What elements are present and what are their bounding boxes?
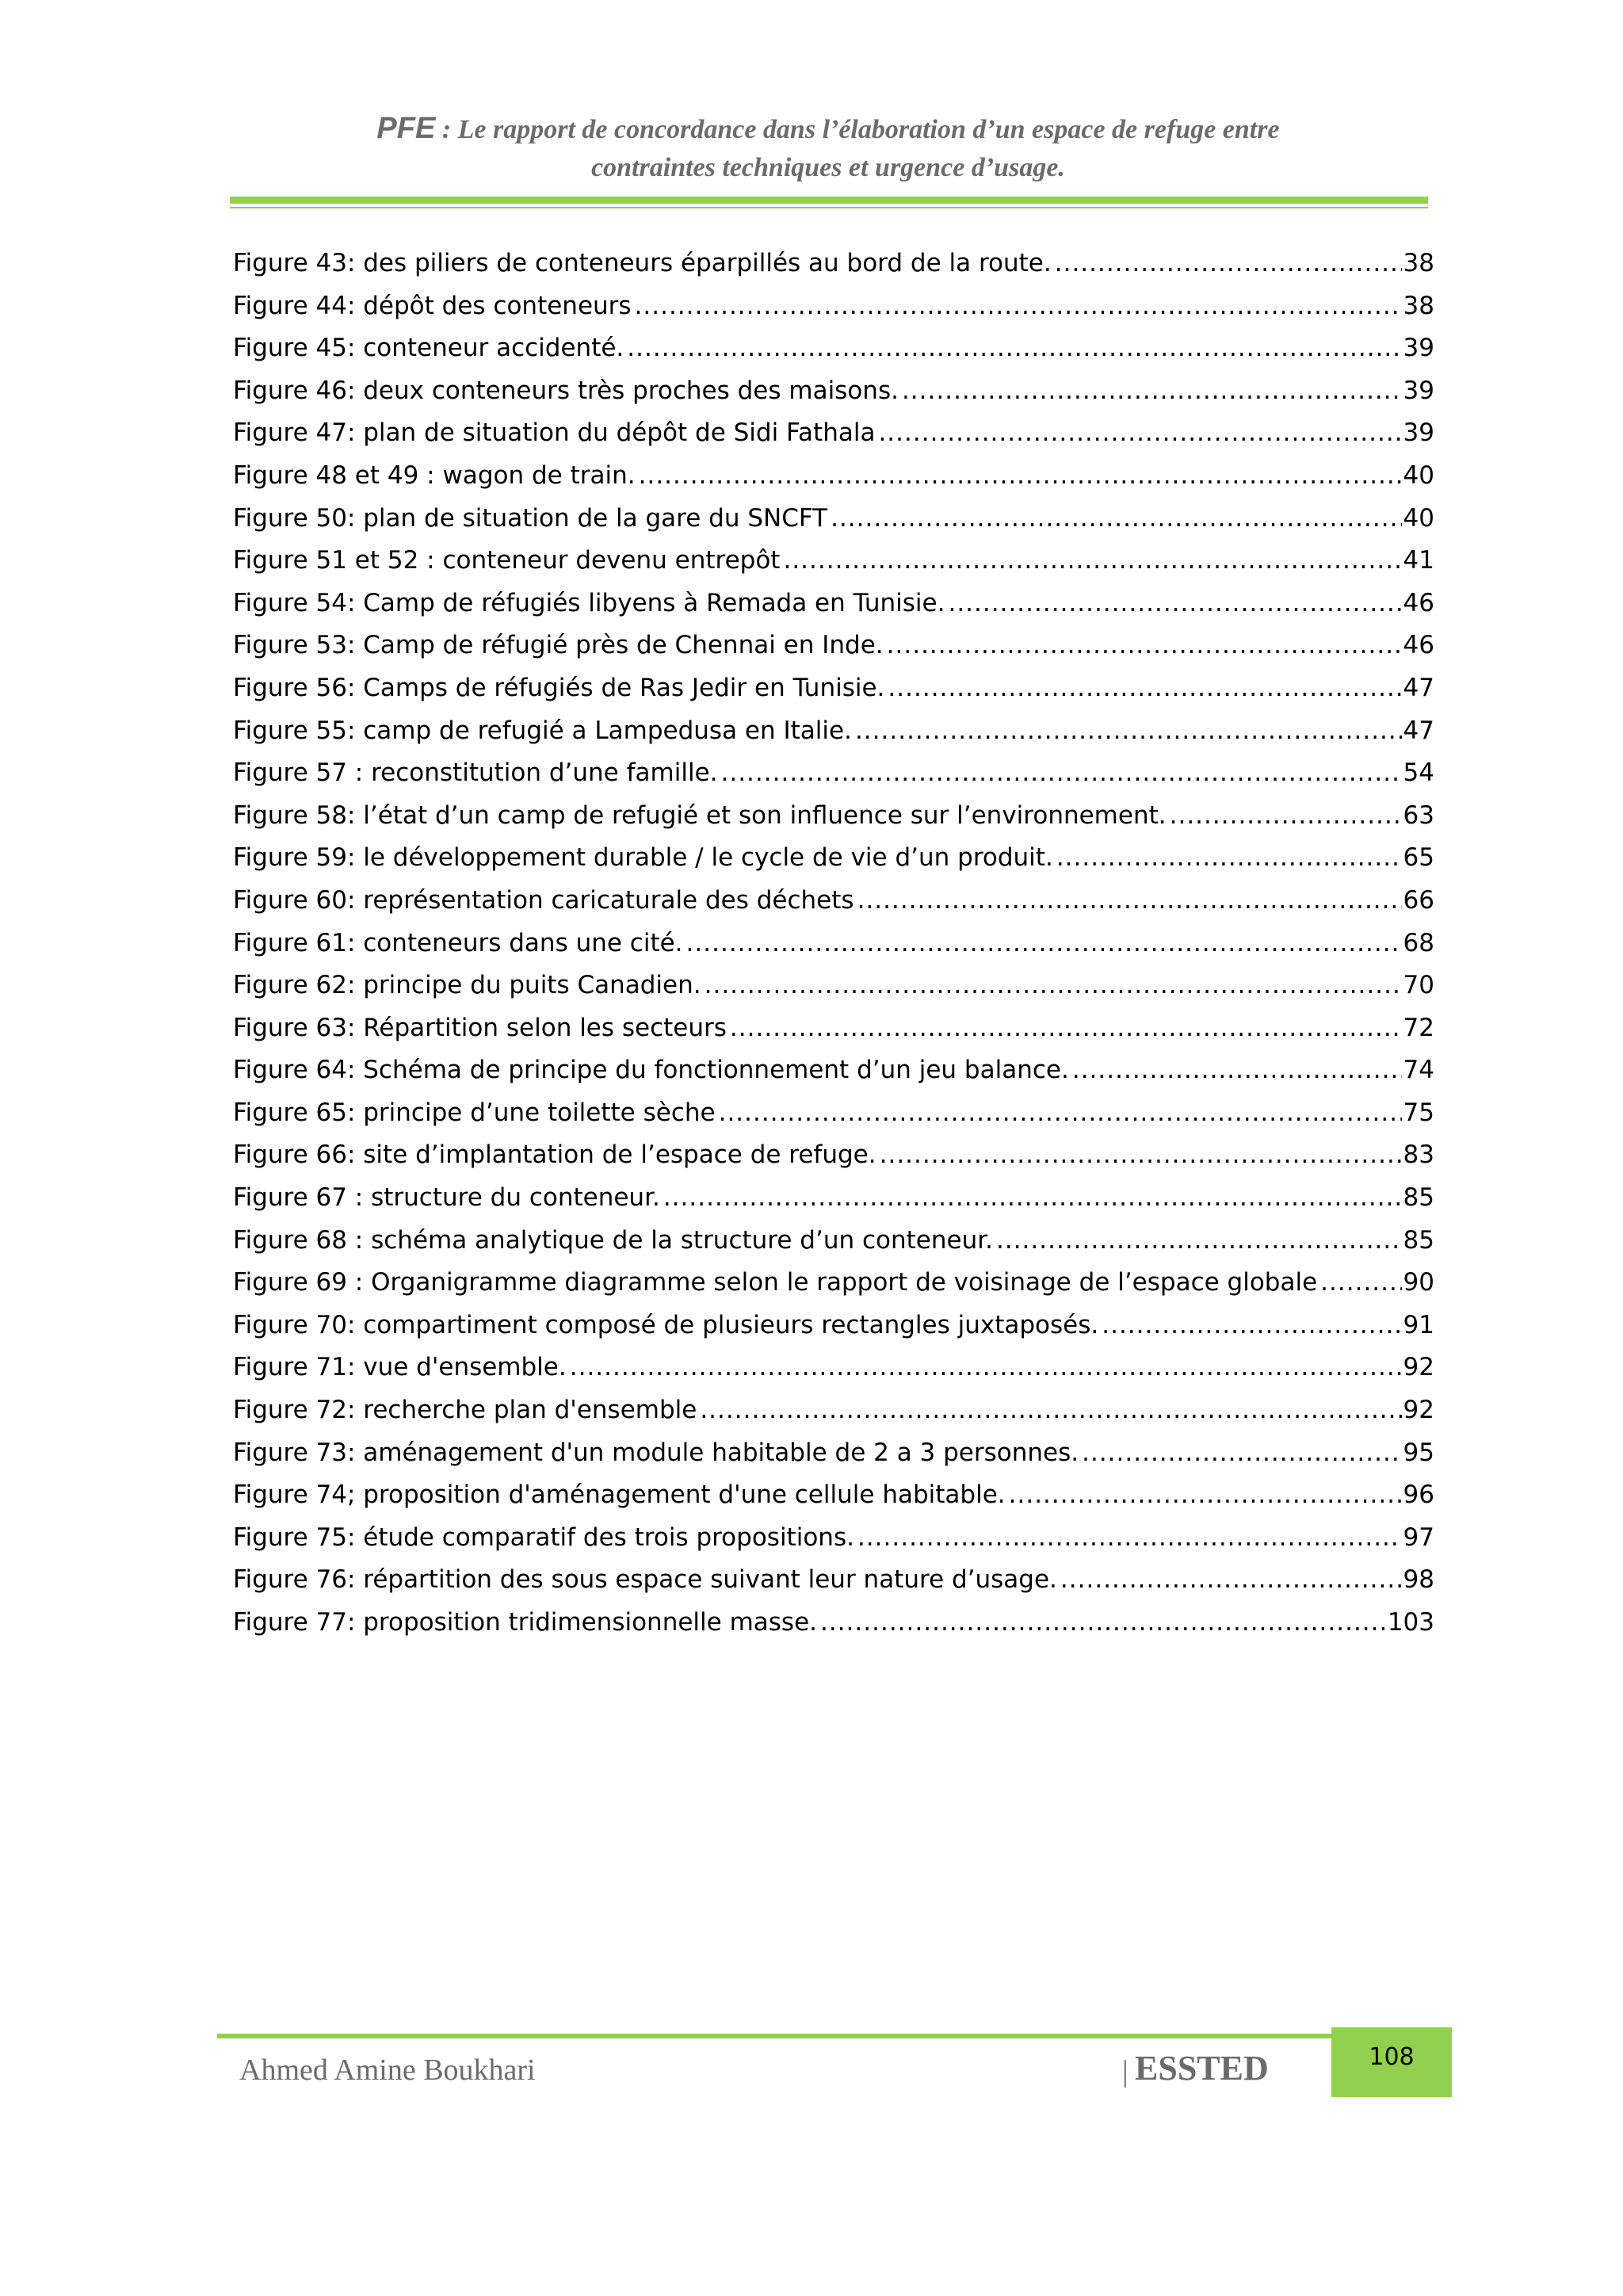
toc-entry[interactable]	[233, 886, 1434, 929]
toc-entry-page: 90	[1403, 1268, 1434, 1297]
toc-entry[interactable]	[233, 1353, 1434, 1396]
toc-entry-page: 91	[1403, 1310, 1434, 1339]
toc-dot-leader	[730, 1014, 1402, 1042]
toc-entry-label: Figure 61: conteneurs dans une cité.	[233, 928, 683, 957]
toc-entry[interactable]	[233, 716, 1434, 759]
toc-dot-leader	[855, 716, 1402, 745]
toc-entry-page: 39	[1403, 376, 1434, 405]
toc-entry[interactable]	[233, 1268, 1434, 1311]
toc-entry-label: Figure 67 : structure du conteneur.	[233, 1183, 660, 1213]
toc-entry[interactable]	[233, 589, 1434, 632]
toc-entry-label: Figure 70: compartiment composé de plusieurs rectangles juxtaposés.	[233, 1310, 1099, 1339]
toc-entry-label: Figure 63: Répartition selon les secteurs	[233, 1013, 727, 1042]
header-rule-thin	[230, 207, 1428, 208]
toc-entry[interactable]	[233, 1056, 1434, 1098]
toc-entry-page: 98	[1403, 1565, 1434, 1595]
toc-entry-page: 83	[1403, 1140, 1434, 1170]
toc-entry-label: Figure 76: répartition des sous espace suivant leur nature d’usage.	[233, 1565, 1057, 1595]
toc-entry-page: 47	[1403, 716, 1434, 745]
toc-entry-page: 39	[1403, 418, 1434, 448]
header-title-part-2: contraintes techniques et urgence d’usage.	[591, 153, 1065, 182]
toc-entry-label: Figure 65: principe d’une toilette sèche	[233, 1098, 716, 1127]
toc-entry-page: 47	[1403, 673, 1434, 702]
toc-dot-leader	[1060, 1565, 1402, 1594]
toc-entry-label: Figure 69 : Organigramme diagramme selon le rapport de voisinage de l’espace globale	[233, 1268, 1318, 1297]
toc-entry-page: 41	[1403, 546, 1434, 575]
toc-entry-label: Figure 73: aménagement d'un module habitable de 2 a 3 personnes.	[233, 1438, 1079, 1467]
toc-entry-page: 46	[1403, 588, 1434, 617]
toc-dot-leader	[1056, 843, 1402, 872]
toc-entry-page: 85	[1403, 1183, 1434, 1213]
toc-entry[interactable]	[233, 1396, 1434, 1438]
toc-entry-page: 96	[1403, 1480, 1434, 1510]
toc-dot-leader	[1082, 1438, 1401, 1467]
toc-entry[interactable]	[233, 249, 1434, 292]
toc-entry-label: Figure 72: recherche plan d'ensemble	[233, 1396, 697, 1425]
toc-dot-leader	[635, 292, 1402, 320]
toc-dot-leader	[720, 758, 1401, 787]
toc-entry-page: 39	[1403, 334, 1434, 363]
toc-dot-leader	[857, 1523, 1402, 1552]
toc-entry[interactable]	[233, 461, 1434, 504]
toc-entry-label: Figure 60: représentation caricaturale des déchets	[233, 885, 854, 915]
toc-dot-leader	[902, 376, 1402, 405]
toc-entry-page: 97	[1403, 1522, 1434, 1552]
toc-dot-leader	[1072, 1056, 1402, 1084]
toc-dot-leader	[627, 334, 1401, 362]
toc-entry-page: 95	[1403, 1438, 1434, 1467]
header-prefix: PFE	[376, 112, 436, 145]
toc-dot-leader	[1170, 801, 1402, 830]
toc-entry-label: Figure 77: proposition tridimensionnelle masse.	[233, 1608, 817, 1637]
toc-entry[interactable]	[233, 758, 1434, 801]
toc-entry-page: 46	[1403, 631, 1434, 660]
toc-entry[interactable]	[233, 292, 1434, 334]
toc-entry[interactable]	[233, 1311, 1434, 1354]
toc-entry[interactable]	[233, 1183, 1434, 1226]
toc-entry-page: 70	[1403, 971, 1434, 1000]
toc-entry-page: 63	[1403, 800, 1434, 830]
toc-entry-page: 38	[1403, 249, 1434, 277]
toc-entry-label: Figure 71: vue d'ensemble.	[233, 1353, 567, 1382]
toc-entry-label: Figure 44: dépôt des conteneurs	[233, 291, 632, 320]
toc-entry-page: 68	[1403, 928, 1434, 957]
toc-dot-leader	[831, 504, 1401, 533]
toc-entry[interactable]	[233, 1608, 1434, 1651]
toc-entry-page: 72	[1403, 1013, 1434, 1042]
toc-entry-label: Figure 48 et 49 : wagon de train.	[233, 460, 636, 490]
toc-entry[interactable]	[233, 376, 1434, 419]
toc-dot-leader	[820, 1608, 1386, 1637]
footer-school: ESSTED	[1135, 2049, 1269, 2088]
toc-entry-page: 74	[1403, 1056, 1434, 1085]
toc-entry-page: 65	[1403, 843, 1434, 873]
list-of-figures	[233, 249, 1434, 1651]
toc-dot-leader	[878, 418, 1401, 447]
toc-entry-label: Figure 75: étude comparatif des trois propositions.	[233, 1522, 854, 1552]
toc-entry-page: 85	[1403, 1225, 1434, 1255]
toc-entry-label: Figure 57 : reconstitution d’une famille.	[233, 758, 718, 788]
footer-author: Ahmed Amine Boukhari	[239, 2053, 536, 2087]
toc-entry-label: Figure 68 : schéma analytique de la structure d’un conteneur.	[233, 1225, 993, 1255]
toc-entry-label: Figure 43: des piliers de conteneurs éparpillés au bord de la route.	[233, 249, 1052, 277]
toc-entry[interactable]	[233, 1140, 1434, 1183]
toc-dot-leader	[996, 1226, 1402, 1255]
toc-dot-leader	[719, 1098, 1402, 1127]
toc-entry-label: Figure 74; proposition d'aménagement d'une cellule habitable.	[233, 1480, 1006, 1510]
toc-entry-label: Figure 50: plan de situation de la gare du SNCFT	[233, 503, 828, 533]
toc-dot-leader	[783, 546, 1401, 575]
toc-dot-leader	[1320, 1268, 1401, 1297]
toc-dot-leader	[1102, 1311, 1401, 1339]
toc-entry[interactable]	[233, 1098, 1434, 1141]
toc-entry-page: 40	[1403, 460, 1434, 490]
toc-entry[interactable]	[233, 929, 1434, 972]
toc-dot-leader	[887, 631, 1402, 659]
toc-entry[interactable]	[233, 674, 1434, 716]
toc-dot-leader	[1055, 249, 1402, 277]
running-header	[230, 109, 1426, 187]
toc-entry-label: Figure 47: plan de situation du dépôt de Sidi Fathala	[233, 418, 876, 448]
toc-entry[interactable]	[233, 1523, 1434, 1566]
page-number: 108	[1369, 2043, 1415, 2071]
header-line-1	[230, 109, 1426, 149]
toc-entry-page: 92	[1403, 1353, 1434, 1382]
toc-entry-label: Figure 58: l’état d’un camp de refugié et son influence sur l’environnement.	[233, 800, 1167, 830]
toc-dot-leader	[700, 1396, 1401, 1424]
footer-rule	[217, 2034, 1336, 2038]
toc-dot-leader	[570, 1353, 1402, 1381]
toc-entry-page: 92	[1403, 1396, 1434, 1425]
toc-entry[interactable]	[233, 418, 1434, 461]
toc-entry[interactable]	[233, 971, 1434, 1014]
header-title-part-1: : Le rapport de concordance dans l’élaboration d’un espace de refuge entre	[435, 115, 1280, 144]
toc-entry-page: 54	[1403, 758, 1434, 788]
toc-entry[interactable]	[233, 546, 1434, 589]
toc-entry-label: Figure 51 et 52 : conteneur devenu entrepôt	[233, 546, 781, 575]
toc-entry-page: 103	[1387, 1608, 1434, 1637]
header-rule	[230, 197, 1428, 204]
toc-entry-label: Figure 55: camp de refugié a Lampedusa en Italie.	[233, 716, 852, 745]
toc-entry[interactable]	[233, 1438, 1434, 1481]
toc-dot-leader	[639, 461, 1402, 490]
toc-entry-page: 38	[1403, 291, 1434, 320]
toc-entry-label: Figure 62: principe du puits Canadien.	[233, 971, 701, 1000]
toc-entry-label: Figure 64: Schéma de principe du fonctionnement d’un jeu balance.	[233, 1056, 1069, 1085]
page-number-box	[1331, 2027, 1452, 2097]
toc-dot-leader	[686, 929, 1402, 957]
toc-entry-label: Figure 54: Camp de réfugiés libyens à Remada en Tunisie.	[233, 588, 945, 617]
toc-dot-leader	[705, 971, 1402, 999]
toc-entry[interactable]	[233, 1565, 1434, 1608]
toc-entry[interactable]	[233, 1480, 1434, 1523]
toc-entry[interactable]	[233, 1226, 1434, 1269]
toc-dot-leader	[888, 674, 1401, 702]
toc-entry-label: Figure 45: conteneur accidenté.	[233, 334, 624, 363]
toc-entry-label: Figure 66: site d’implantation de l’espace de refuge.	[233, 1140, 876, 1170]
toc-entry-page: 75	[1403, 1098, 1434, 1127]
toc-entry-label: Figure 59: le développement durable / le cycle de vie d’un produit.	[233, 843, 1053, 873]
toc-entry-page: 40	[1403, 503, 1434, 533]
footer-separator: |	[1122, 2055, 1128, 2088]
toc-entry-label: Figure 53: Camp de réfugié près de Chennai en Inde.	[233, 631, 884, 660]
toc-dot-leader	[663, 1183, 1402, 1212]
toc-entry[interactable]	[233, 631, 1434, 674]
toc-entry[interactable]	[233, 334, 1434, 376]
toc-entry-label: Figure 56: Camps de réfugiés de Ras Jedir en Tunisie.	[233, 673, 885, 702]
toc-entry[interactable]	[233, 801, 1434, 844]
toc-dot-leader	[948, 589, 1401, 617]
toc-entry-label: Figure 46: deux conteneurs très proches des maisons.	[233, 376, 899, 405]
toc-dot-leader	[857, 886, 1402, 915]
toc-entry[interactable]	[233, 1014, 1434, 1056]
toc-dot-leader	[1009, 1480, 1402, 1509]
toc-entry[interactable]	[233, 843, 1434, 886]
toc-entry-page: 66	[1403, 885, 1434, 915]
toc-entry[interactable]	[233, 504, 1434, 547]
toc-dot-leader	[880, 1140, 1402, 1169]
